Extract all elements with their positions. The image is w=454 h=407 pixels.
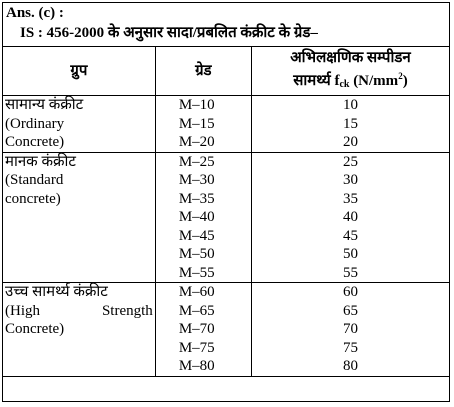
strength-value: 30	[342, 172, 358, 188]
strength-value: 60	[342, 284, 358, 300]
header-strength-line2	[252, 67, 449, 94]
strength-value: 35	[342, 190, 358, 207]
strength-subscript: ck	[339, 78, 350, 90]
group-name-english-part1: (High	[5, 302, 40, 319]
grade-cell	[155, 283, 251, 377]
group-name-english-part1: (Standard	[5, 172, 64, 188]
group-name-english	[5, 115, 155, 134]
strength-cell	[251, 283, 449, 377]
header-group: ग्रुप	[3, 47, 156, 96]
group-name-cell	[3, 152, 156, 283]
grade-value: M–75	[178, 339, 215, 356]
concrete-grade-table	[2, 46, 450, 377]
strength-cell	[251, 152, 449, 283]
strength-value: 10	[342, 97, 358, 113]
strength-cell	[251, 96, 449, 153]
grade-value: M–70	[178, 321, 215, 337]
group-name-english-part1: (Ordinary	[5, 115, 65, 132]
group-name-cell	[3, 96, 156, 153]
strength-unit-close: )	[402, 72, 408, 89]
grade-value: M–20	[178, 134, 215, 150]
strength-symbol: सामर्थ्य f	[293, 72, 340, 89]
group-name-english-part2: Strength	[101, 302, 153, 319]
grade-value: M–30	[178, 172, 215, 188]
strength-value: 20	[342, 134, 358, 150]
strength-value: 40	[342, 209, 358, 225]
grade-value: M–15	[178, 115, 215, 132]
strength-value: 80	[342, 358, 358, 374]
grade-value: M–55	[178, 264, 215, 281]
header-grade: ग्रेड	[155, 47, 251, 96]
group-name-english	[5, 302, 155, 321]
grade-value: M–80	[178, 358, 215, 374]
grade-value: M–10	[178, 97, 215, 113]
group-name-hindi: मानक कंक्रीट	[5, 153, 76, 170]
strength-superscript: 2	[398, 70, 403, 81]
strength-value: 70	[342, 321, 358, 337]
grade-cell	[155, 96, 251, 153]
grade-value: M–40	[178, 209, 215, 225]
table-row	[3, 283, 450, 377]
group-name-hindi: उच्च सामर्थ्य कंक्रीट	[5, 284, 108, 300]
strength-value: 55	[342, 264, 358, 281]
group-name-english-line2: Concrete)	[5, 321, 65, 337]
grade-value: M–65	[178, 302, 215, 319]
strength-value: 15	[342, 115, 358, 132]
group-name-english-line2: concrete)	[5, 190, 61, 207]
strength-value: 45	[342, 227, 358, 244]
table-row	[3, 152, 450, 283]
grade-cell	[155, 152, 251, 283]
group-name-hindi: सामान्य कंक्रीट	[5, 97, 84, 113]
header-strength-line1: अभिलक्षणिक सम्पीडन	[290, 49, 411, 66]
grade-value: M–50	[178, 246, 215, 262]
strength-value: 50	[342, 246, 358, 262]
strength-value: 65	[342, 302, 358, 319]
header-strength	[251, 47, 449, 96]
strength-unit: (N/mm	[353, 72, 399, 89]
answer-label: Ans. (c) :	[6, 5, 64, 21]
table-header-row	[3, 47, 450, 96]
group-name-cell	[3, 283, 156, 377]
strength-value: 75	[342, 339, 358, 356]
group-name-english-line2: Concrete)	[5, 134, 65, 150]
grade-value: M–25	[178, 153, 215, 170]
grade-value: M–45	[178, 227, 215, 244]
grade-value: M–35	[178, 190, 215, 207]
grade-value: M–60	[178, 284, 215, 300]
strength-value: 25	[342, 153, 358, 170]
page-title: IS : 456-2000 के अनुसार सादा/प्रबलित कंक्रीट के ग्रेड–	[20, 25, 318, 41]
table-row	[3, 96, 450, 153]
group-name-english	[5, 171, 155, 190]
